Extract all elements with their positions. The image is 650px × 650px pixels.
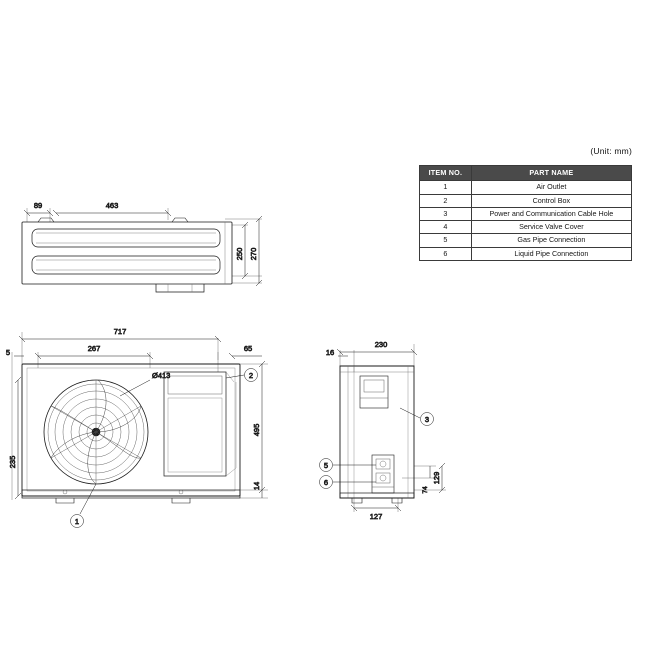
callout-5: 5 <box>323 461 329 470</box>
dim-side-127: 127 <box>369 512 383 521</box>
cell-part-name: Air Outlet <box>471 181 631 194</box>
dim-front-fan-diameter: Ø413 <box>152 371 171 380</box>
column-header-part-name: PART NAME <box>471 166 631 181</box>
cell-part-name: Liquid Pipe Connection <box>471 247 631 260</box>
callout-2: 2 <box>248 371 254 380</box>
dim-front-5: 5 <box>5 348 11 357</box>
cell-part-name: Control Box <box>471 194 631 207</box>
dim-front-717: 717 <box>113 327 127 336</box>
dim-top-270: 270 <box>249 247 258 261</box>
dim-side-230: 230 <box>374 340 388 349</box>
dim-top-89: 89 <box>33 201 43 210</box>
callout-1: 1 <box>74 517 80 526</box>
front-view <box>6 327 268 528</box>
dim-top-250: 250 <box>235 247 244 261</box>
dim-front-267: 267 <box>87 344 101 353</box>
dim-top-463: 463 <box>105 201 119 210</box>
column-header-item-no: ITEM NO. <box>420 166 472 181</box>
top-view <box>22 201 262 292</box>
dim-front-495: 495 <box>252 423 261 437</box>
dim-front-65: 65 <box>243 344 253 353</box>
cell-item-no: 6 <box>420 247 472 260</box>
cell-item-no: 5 <box>420 234 472 247</box>
units-note: (Unit: mm) <box>590 146 632 156</box>
cell-item-no: 2 <box>420 194 472 207</box>
callout-3: 3 <box>424 415 430 424</box>
cell-part-name: Service Valve Cover <box>471 221 631 234</box>
cell-item-no: 1 <box>420 181 472 194</box>
side-view <box>320 340 447 521</box>
dim-front-14: 14 <box>252 481 261 491</box>
dim-side-74: 74 <box>422 486 429 494</box>
cell-part-name: Power and Communication Cable Hole <box>471 207 631 220</box>
dim-side-129: 129 <box>432 471 441 485</box>
cell-part-name: Gas Pipe Connection <box>471 234 631 247</box>
cell-item-no: 4 <box>420 221 472 234</box>
dim-side-16: 16 <box>325 348 335 357</box>
dim-front-235: 235 <box>8 455 17 469</box>
callout-6: 6 <box>323 478 329 487</box>
cell-item-no: 3 <box>420 207 472 220</box>
